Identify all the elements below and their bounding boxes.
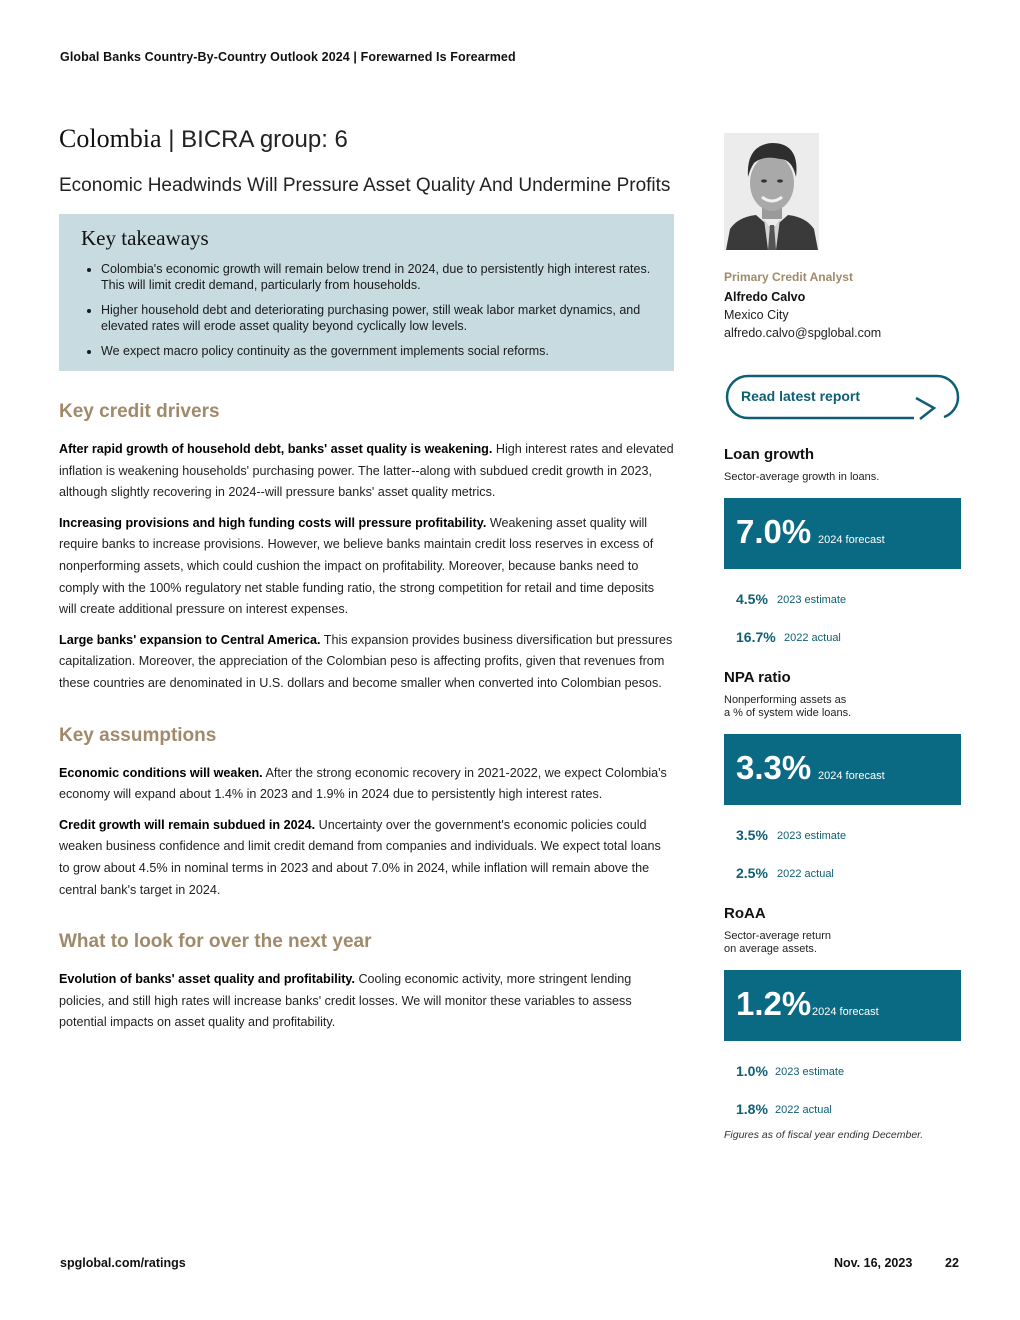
forecast-value: 7.0% [736, 513, 812, 550]
metric-npa-ratio [724, 669, 961, 881]
country-name: Colombia [59, 124, 162, 153]
analyst-role: Primary Credit Analyst [724, 270, 853, 284]
page-subtitle: Economic Headwinds Will Pressure Asset Quality And Undermine Profits [59, 175, 671, 196]
actual-label: 2022 actual [784, 632, 841, 644]
metric-title: RoAA [724, 905, 766, 922]
report-header: Global Banks Country-By-Country Outlook 2024 | Forewarned Is Forearmed [60, 50, 516, 64]
takeaway-item: • We expect macro policy continuity as the government implements social reforms. [101, 343, 652, 359]
metric-desc-line: Sector-average growth in loans. [724, 471, 880, 483]
actual-label: 2022 actual [777, 868, 834, 880]
analyst-photo [724, 133, 819, 250]
forecast-label: 2024 forecast [818, 534, 885, 546]
paragraph-text: Uncertainty over the government's economic policies could weaken business confidence and limit credit demand from companies and individuals. We expect total loans to grow about 4.5% in nominal terms in 2023 and about 7.0% in 2024, while inflation will remain above the central bank's target in 2024. [59, 817, 661, 897]
section-heading-assumptions: Key assumptions [59, 724, 217, 746]
analyst-city: Mexico City [724, 308, 789, 322]
sidebar [724, 133, 961, 1141]
forecast-box [724, 498, 961, 569]
metric-desc-line: Sector-average return [724, 930, 831, 942]
takeaway-item: • Higher household debt and deteriorating purchasing power, still weak labor market dynamics, and elevated rates will erode asset quality beyond cyclically low levels. [101, 302, 652, 334]
metric-title: NPA ratio [724, 669, 791, 686]
estimate-value: 1.0% [736, 1063, 768, 1079]
analyst-email-link[interactable]: alfredo.calvo@spglobal.com [724, 326, 882, 340]
section-heading-next-year: What to look for over the next year [59, 931, 372, 953]
takeaway-item: • Colombia's economic growth will remain below trend in 2024, due to persistently high interest rates. This will limit credit demand, particularly from households. [101, 261, 652, 293]
takeaways-list [81, 261, 652, 359]
forecast-value: 3.3% [736, 749, 812, 786]
main-content [59, 124, 674, 1043]
forecast-label: 2024 forecast [812, 1006, 879, 1018]
paragraph-lead: Large banks' expansion to Central America. [59, 632, 321, 647]
actual-row [724, 1079, 961, 1117]
paragraph [59, 763, 674, 806]
paragraph [59, 630, 674, 695]
metric-loan-growth [724, 446, 961, 645]
estimate-row [724, 569, 961, 607]
metric-desc-line: Nonperforming assets as [724, 694, 847, 706]
figures-footnote: Figures as of fiscal year ending December. [724, 1129, 924, 1141]
forecast-box [724, 970, 961, 1041]
paragraph-text: Weakening asset quality will require banks to increase provisions. However, we believe banks maintain credit loss reserves in excess of nonperforming assets, which could cushion the impact on profitability. Moreover, because banks need to comply with the 100% regulatory net stable funding ratio, the strong competition for retail and time deposits will create additional pressure on interest expenses. [59, 515, 655, 617]
forecast-value: 1.2% [736, 985, 812, 1022]
paragraph-lead: Evolution of banks' asset quality and profitability. [59, 972, 355, 987]
read-latest-report-label: Read latest report [741, 388, 861, 404]
metric-description [724, 471, 961, 484]
actual-value: 1.8% [736, 1101, 768, 1117]
analyst-name: Alfredo Calvo [724, 290, 806, 304]
metric-description [724, 930, 961, 956]
metric-title: Loan growth [724, 446, 814, 463]
actual-row [724, 843, 961, 881]
page-number: 22 [945, 1256, 959, 1270]
metric-desc-line: on average assets. [724, 943, 817, 955]
paragraph-lead: Credit growth will remain subdued in 2024. [59, 817, 316, 832]
paragraph-lead: After rapid growth of household debt, banks' asset quality is weakening. [59, 442, 493, 456]
actual-row [724, 607, 961, 645]
estimate-row [724, 805, 961, 843]
bicra-group: BICRA group: 6 [181, 126, 348, 153]
metric-desc-line: a % of system wide loans. [724, 707, 852, 719]
paragraph-text: Cooling economic activity, more stringent lending policies, and still high rates will increase banks' credit losses. We will monitor these variables to assess potential impacts on asset quality and profitability. [59, 972, 632, 1030]
estimate-row [724, 1041, 961, 1079]
section-heading-credit-drivers: Key credit drivers [59, 401, 220, 422]
takeaways-title: Key takeaways [81, 226, 209, 250]
paragraph [59, 439, 674, 504]
actual-value: 16.7% [736, 629, 776, 645]
estimate-label: 2023 estimate [777, 594, 847, 606]
metric-roaa [724, 905, 961, 1117]
estimate-label: 2023 estimate [775, 1066, 845, 1078]
footer-site-link[interactable]: spglobal.com/ratings [60, 1256, 186, 1270]
paragraph-text: High interest rates and elevated inflation is weakening households' purchasing power. The latter--along with subdued credit growth in 2023, although slightly recovering in 2024--will pressure banks' asset quality metrics. [59, 442, 674, 500]
estimate-value: 3.5% [736, 827, 768, 843]
page-title: Colombia | BICRA group: 6 [59, 124, 348, 153]
actual-value: 2.5% [736, 865, 768, 881]
key-takeaways-box [59, 214, 674, 371]
paragraph-lead: Increasing provisions and high funding costs will pressure profitability. [59, 515, 487, 530]
actual-label: 2022 actual [775, 1104, 832, 1116]
paragraph-text: This expansion provides business diversification but pressures capitalization. Moreover, the appreciation of the Colombian peso is affecting profits, given that revenues from these countries are denominated in U.S. dollars and become smaller when converted into Colombian pesos. [59, 632, 673, 690]
paragraph [59, 815, 674, 901]
estimate-label: 2023 estimate [777, 830, 847, 842]
metric-description [724, 694, 961, 720]
paragraph [59, 969, 674, 1034]
footer-date: Nov. 16, 2023 [834, 1256, 913, 1270]
paragraph-text: After the strong economic recovery in 2021-2022, we expect Colombia's economy will expand about 1.4% in 2023 and 1.9% in 2024 due to persistently high interest rates. [59, 765, 667, 802]
paragraph-lead: Economic conditions will weaken. [59, 765, 263, 780]
forecast-box [724, 734, 961, 805]
forecast-label: 2024 forecast [818, 770, 885, 782]
estimate-value: 4.5% [736, 591, 768, 607]
read-latest-report-button[interactable] [724, 374, 961, 422]
paragraph [59, 513, 674, 621]
